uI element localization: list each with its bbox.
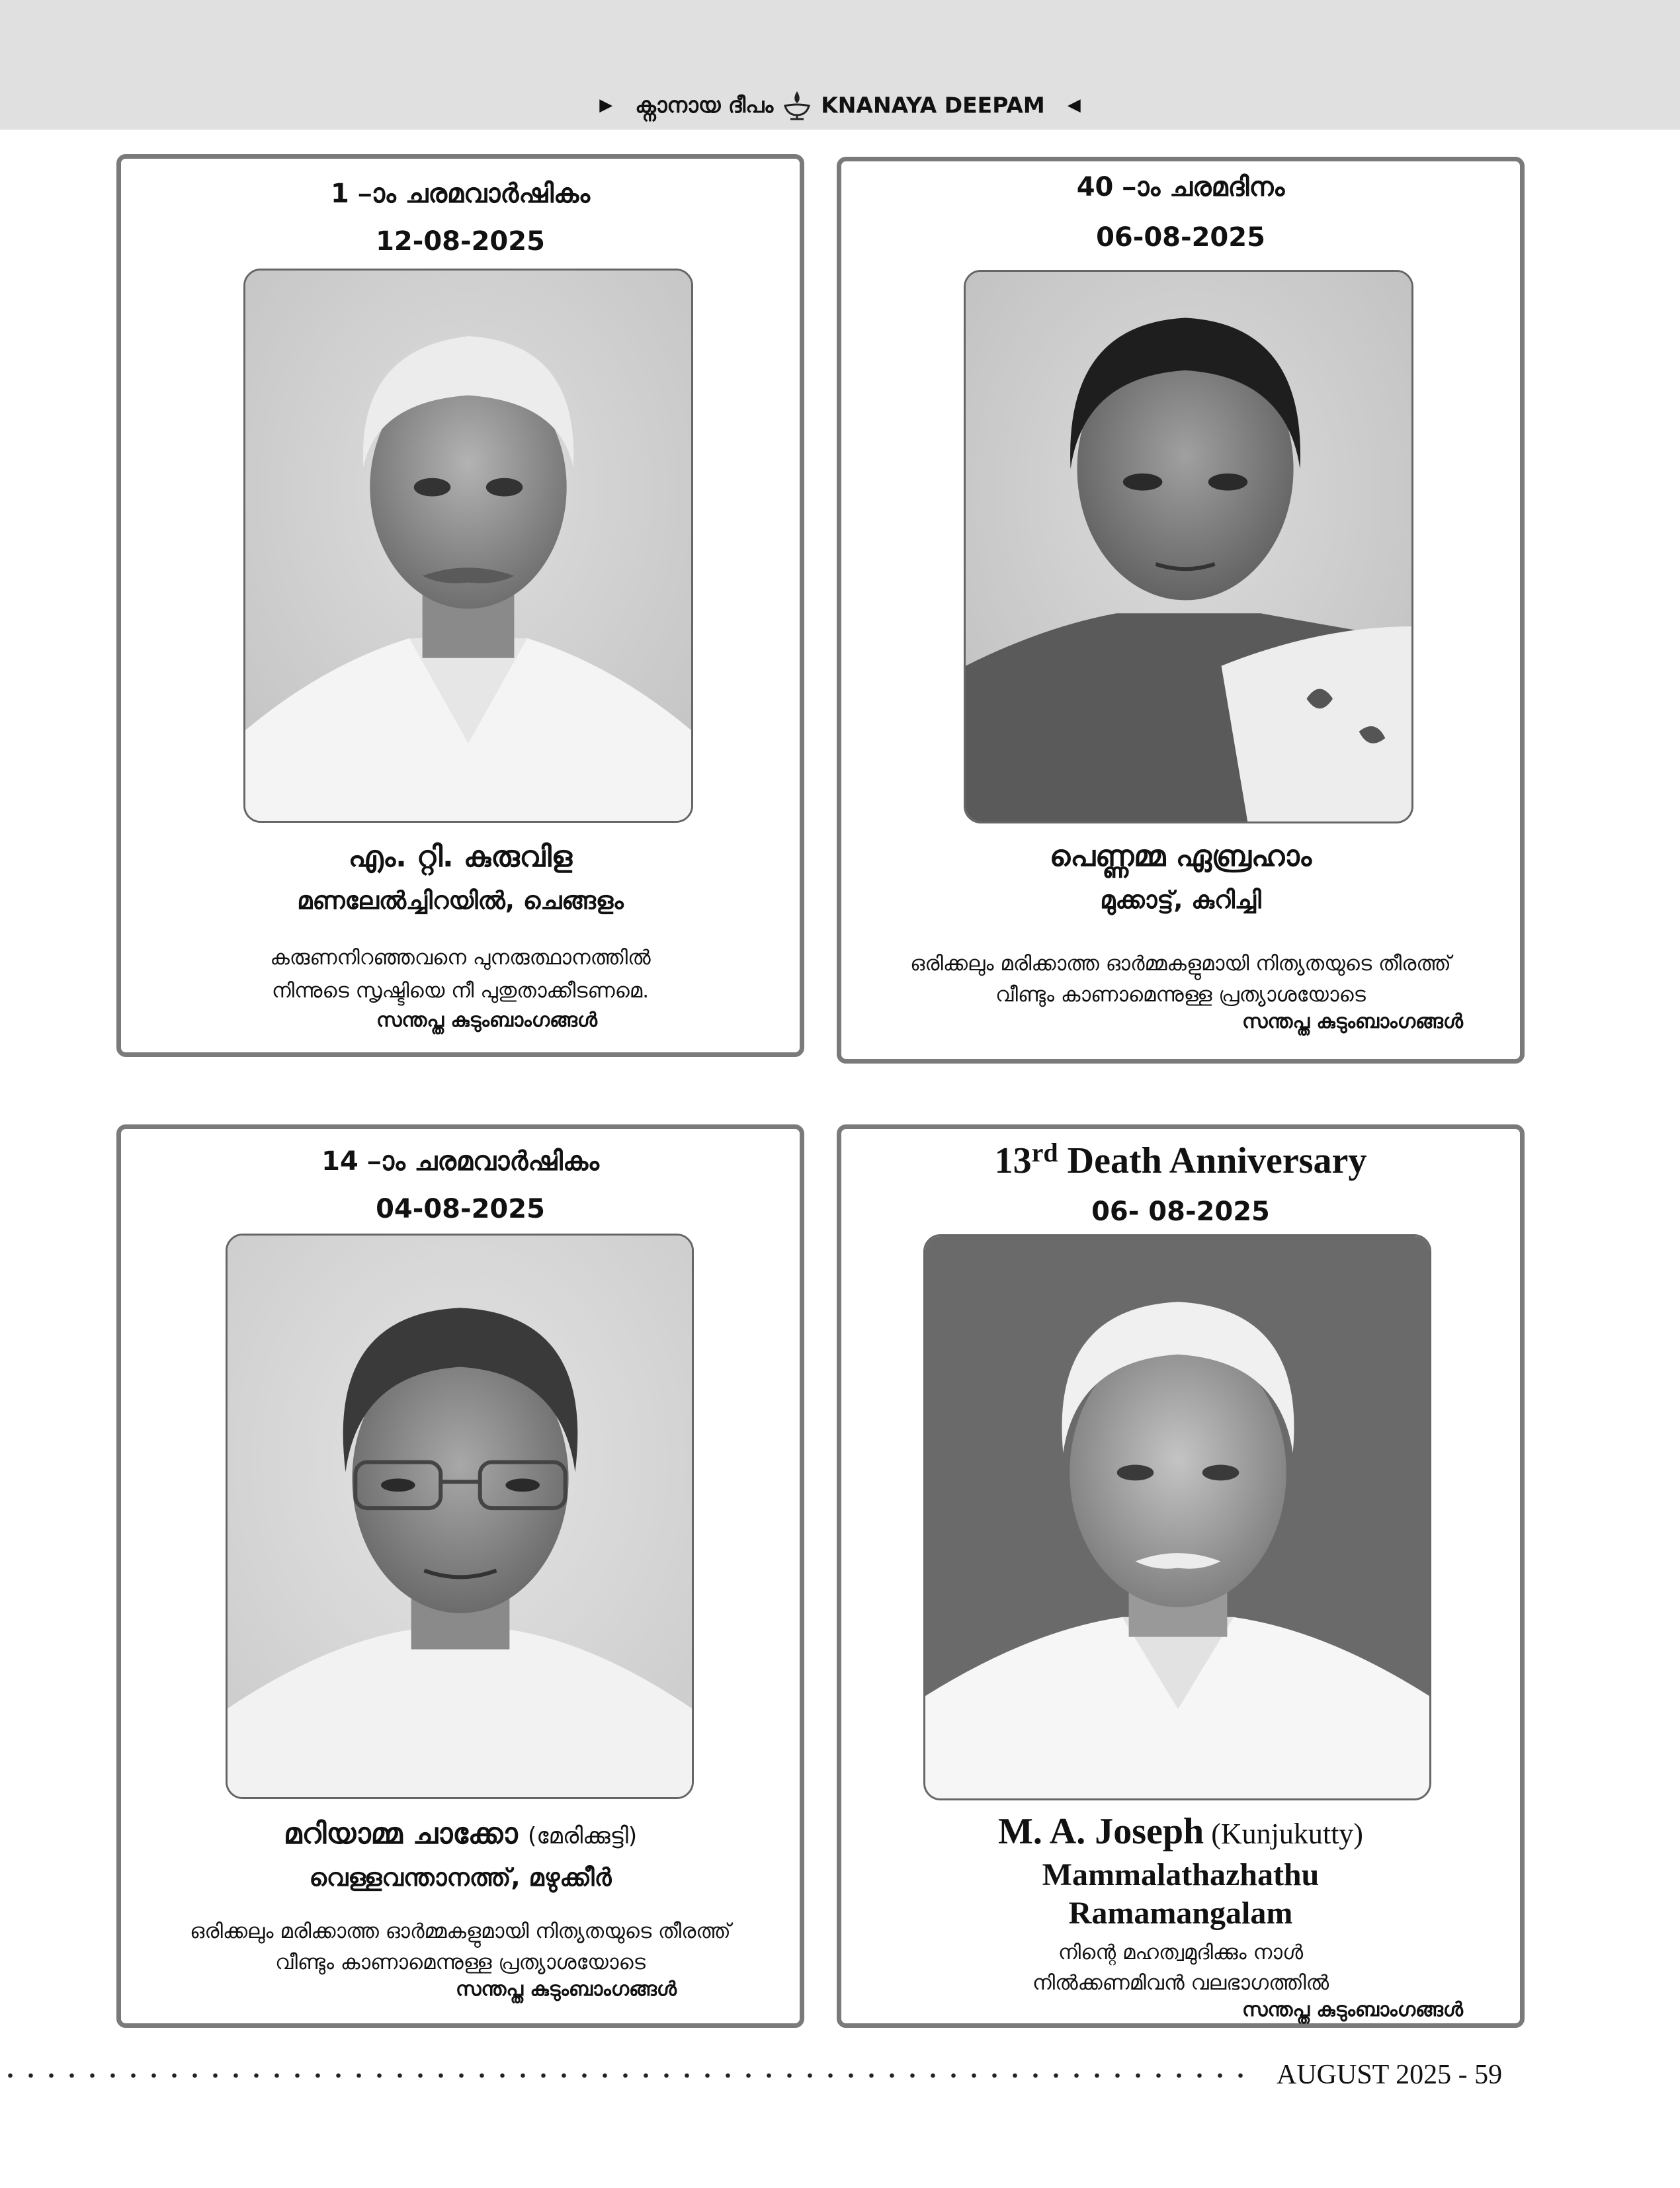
deceased-nickname: (Kunjukutty): [1204, 1818, 1363, 1850]
family-signature: സന്തപ്ത കുടുംബാംഗങ്ങൾ: [1241, 1010, 1464, 1033]
deceased-name: മറിയാമ്മ ചാക്കോ: [283, 1817, 518, 1851]
memorial-message-line-2: വീണ്ടും കാണാമെന്നുള്ള പ്രത്യാശയോടെ: [995, 983, 1366, 1007]
card-title-number: 13: [994, 1140, 1032, 1181]
deceased-name: പെണ്ണമ്മ ഏബ്രഹാം: [1049, 839, 1312, 873]
card-title-text: Death Anniversary: [1058, 1140, 1367, 1181]
memorial-card-2: [837, 157, 1525, 1064]
footer-dotted-line: [0, 2072, 1243, 2080]
oil-lamp-icon: [782, 90, 812, 120]
card-title-suffix: rd: [1031, 1138, 1058, 1167]
card-title: 40 –ാം ചരമദിനം: [1076, 172, 1285, 202]
deceased-nickname: (മേരിക്കുട്ടി): [528, 1823, 638, 1849]
card-date: 12-08-2025: [376, 226, 545, 257]
memorial-message-line-1: ഒരിക്കലും മരിക്കാത്ത ഓർമ്മകളുമായി നിത്യതയുടെ തീരത്ത്: [910, 952, 1451, 976]
memorial-message-line-1: കരുണനിറഞ്ഞവനെ പുനരുത്ഥാനത്തിൽ: [270, 946, 651, 970]
header-title-en: KNANAYA DEEPAM: [821, 92, 1045, 118]
deceased-address: മുക്കാട്ട്, കുറിച്ചി: [1100, 886, 1261, 914]
memorial-card-4: [837, 1124, 1525, 2028]
portrait-photo: [243, 269, 693, 823]
deceased-house-name: Mammalathazhathu: [1042, 1857, 1320, 1892]
header-title-ml: ക്നാനായ ദീപം: [635, 92, 774, 118]
deceased-place: Ramamangalam: [1068, 1896, 1293, 1931]
page-footer: AUGUST 2025 - 59: [1277, 2060, 1503, 2090]
card-date: 04-08-2025: [376, 1194, 545, 1224]
triangle-left-icon: ◀: [1067, 95, 1081, 115]
portrait-photo: [923, 1234, 1431, 1800]
card-date: 06-08-2025: [1096, 222, 1265, 253]
page-header: [0, 0, 1680, 130]
card-title: 1 –ാം ചരമവാർഷികം: [331, 179, 590, 209]
memorial-message-line-1: നിന്റെ മഹത്വമുദിക്കും നാൾ: [1058, 1941, 1304, 1964]
family-signature: സന്തപ്ത കുടുംബാംഗങ്ങൾ: [1241, 1998, 1464, 2021]
deceased-name: M. A. Joseph: [998, 1811, 1204, 1852]
portrait-photo: [226, 1234, 694, 1799]
portrait-photo: [964, 270, 1413, 823]
card-title: 14 –ാം ചരമവാർഷികം: [321, 1146, 599, 1177]
deceased-name: എം. റ്റി. കുരുവിള: [348, 840, 573, 874]
memorial-message-line-1: ഒരിക്കലും മരിക്കാത്ത ഓർമ്മകളുമായി നിത്യതയുടെ തീരത്ത്: [190, 1919, 731, 1943]
deceased-name-line: [841, 1810, 1520, 1853]
card-date: 06- 08-2025: [1091, 1197, 1270, 1227]
triangle-right-icon: ▶: [599, 95, 613, 115]
memorial-message-line-2: നിന്നുടെ സൃഷ്ടിയെ നീ പുതുതാക്കീടണമെ.: [271, 979, 650, 1003]
deceased-address: മണലേൽച്ചിറയിൽ, ചെങ്ങളം: [297, 886, 624, 915]
header-title-line: [0, 90, 1680, 120]
memorial-card-3: [116, 1124, 804, 2028]
memorial-message-line-2: നിൽക്കണമിവൻ വലഭാഗത്തിൽ: [1032, 1971, 1329, 1995]
family-signature: സന്തപ്ത കുടുംബാംഗങ്ങൾ: [455, 1978, 677, 2001]
memorial-message-line-2: വീണ്ടും കാണാമെന്നുള്ള പ്രത്യാശയോടെ: [275, 1951, 646, 1974]
family-signature: സന്തപ്ത കുടുംബാംഗങ്ങൾ: [376, 1009, 598, 1032]
memorial-card-1: [116, 154, 804, 1057]
deceased-name-line: [121, 1817, 800, 1851]
card-title: [841, 1140, 1520, 1182]
deceased-address: വെള്ളവന്താനത്ത്, മഴുക്കീർ: [309, 1863, 612, 1892]
